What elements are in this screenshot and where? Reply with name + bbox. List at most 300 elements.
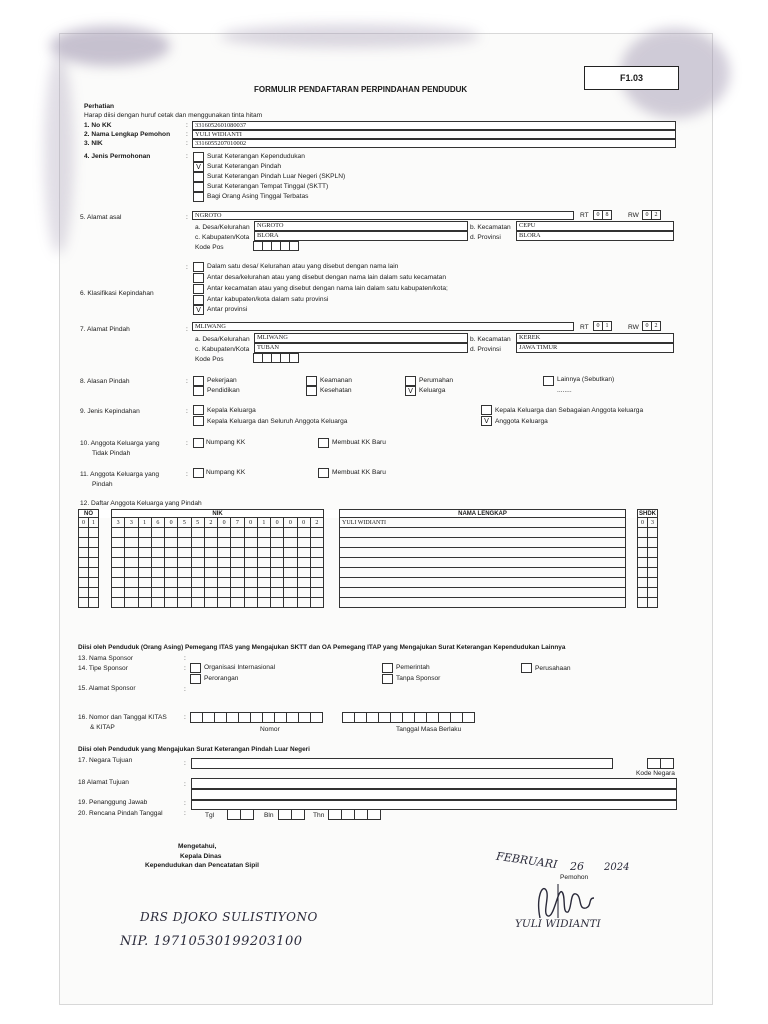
nik-digit-cell[interactable] (257, 598, 270, 608)
shdk-digit-cell[interactable] (638, 568, 648, 578)
members-table (78, 509, 658, 608)
nik-digit-cell[interactable] (218, 558, 231, 568)
nik-digit-cell[interactable] (112, 578, 125, 588)
nik-digit-cell[interactable]: 2 (204, 518, 217, 528)
nik-digit-cell[interactable] (112, 558, 125, 568)
table-row (79, 548, 658, 558)
nik-digit-cell[interactable] (165, 568, 178, 578)
nik-digit-cell[interactable] (257, 578, 270, 588)
alamat-asal-field[interactable] (192, 211, 574, 220)
alamat-sponsor-label: 15. Alamat Sponsor (78, 685, 136, 692)
nik-digit-cell[interactable] (204, 588, 217, 598)
alamat-pindah-label: 7. Alamat Pindah (80, 326, 130, 333)
shdk-digit-cell[interactable] (648, 538, 658, 548)
nik-digit-cell[interactable] (165, 588, 178, 598)
kode-negara-grid[interactable] (648, 758, 674, 769)
no-digit-cell[interactable] (89, 598, 99, 608)
nik-digit-cell[interactable] (165, 548, 178, 558)
rt-digit: 0 (593, 210, 603, 220)
nik-digit-cell[interactable] (178, 568, 191, 578)
kepala-dinas: Kepala Dinas (180, 853, 222, 860)
nik-digit-cell[interactable] (151, 538, 164, 548)
nik-digit-cell[interactable] (112, 598, 125, 608)
nik-digit-cell[interactable] (271, 568, 284, 578)
nama-value: YULI WIDIANTI (195, 131, 242, 138)
nik-digit-cell[interactable]: 6 (151, 518, 164, 528)
shdk-digit-cell[interactable] (638, 538, 648, 548)
nik-digit-cell[interactable]: 3 (125, 518, 138, 528)
nik-digit-cell[interactable] (178, 528, 191, 538)
nik-digit-cell[interactable] (204, 578, 217, 588)
nama-cell[interactable] (340, 558, 626, 568)
jenis-permohonan-label: 4. Jenis Permohonan (84, 153, 151, 160)
nik-digit-cell[interactable]: 5 (178, 518, 191, 528)
shdk-digit-cell[interactable] (648, 568, 658, 578)
nik-digit-cell[interactable] (218, 598, 231, 608)
no-digit-cell[interactable] (89, 578, 99, 588)
nik-digit-cell[interactable] (178, 598, 191, 608)
kepindahan-kk-seluruh-cb[interactable] (193, 416, 204, 426)
nik-digit-cell[interactable] (151, 578, 164, 588)
nik-digit-cell[interactable] (297, 578, 310, 588)
nik-digit-cell[interactable] (244, 558, 257, 568)
nik-digit-cell[interactable] (271, 558, 284, 568)
tidak-pindah-baru: Membuat KK Baru (332, 439, 386, 446)
kec-asal-field[interactable] (516, 221, 674, 231)
nik-digit-cell[interactable] (125, 538, 138, 548)
kec-pindah-field[interactable] (516, 333, 674, 343)
nik-digit-cell[interactable] (138, 578, 151, 588)
nik-digit-cell[interactable] (284, 598, 297, 608)
penanggung-field[interactable] (191, 800, 677, 810)
shdk-digit-cell[interactable] (638, 578, 648, 588)
nik-digit-cell[interactable] (112, 548, 125, 558)
desa-label: a. Desa/Kelurahan (195, 224, 250, 231)
nik-digit-cell[interactable] (218, 528, 231, 538)
nik-digit-cell[interactable] (151, 588, 164, 598)
nik-digit-cell[interactable]: 0 (165, 518, 178, 528)
kepindahan-anggota-cb[interactable]: V (481, 416, 492, 426)
nik-digit-cell[interactable] (244, 588, 257, 598)
alasan-kesehatan-cb[interactable] (306, 386, 317, 396)
nama-cell[interactable] (340, 598, 626, 608)
rt-pindah-grid[interactable] (594, 321, 612, 331)
nik-digit-cell[interactable] (125, 558, 138, 568)
shdk-digit-cell[interactable] (638, 548, 648, 558)
nama-cell[interactable] (340, 538, 626, 548)
nik-digit-cell[interactable] (310, 598, 323, 608)
shdk-digit-cell[interactable] (638, 588, 648, 598)
alasan-pendidikan-cb[interactable] (193, 386, 204, 396)
tidak-pindah-baru-cb[interactable] (318, 438, 329, 448)
nik-digit-cell[interactable] (218, 568, 231, 578)
nik-digit-cell[interactable] (191, 598, 204, 608)
nik-digit-cell[interactable] (218, 578, 231, 588)
colon: : (186, 326, 188, 333)
kepindahan-kk-sebagian-cb[interactable] (481, 405, 492, 415)
nik-digit-cell[interactable] (231, 558, 244, 568)
nik-digit-cell[interactable] (244, 548, 257, 558)
nik-digit-cell[interactable] (204, 528, 217, 538)
nik-digit-cell[interactable] (231, 548, 244, 558)
no-digit-cell[interactable] (89, 548, 99, 558)
prov-asal-field[interactable] (516, 231, 674, 241)
nik-field[interactable] (192, 139, 676, 148)
kitas-tanggal-grid[interactable] (343, 712, 475, 723)
kitas-nomor-grid[interactable] (191, 712, 323, 723)
rw-asal-grid[interactable] (643, 210, 661, 220)
shdk-digit-cell[interactable] (648, 548, 658, 558)
alasan-keluarga-cb[interactable]: V (405, 386, 416, 396)
jenis-cb-0[interactable] (193, 152, 204, 162)
shdk-digit-cell[interactable]: 3 (648, 518, 658, 528)
klas-cb-3[interactable] (193, 295, 204, 305)
gap (324, 578, 340, 588)
no-digit-cell[interactable] (79, 598, 89, 608)
alasan-perumahan-cb[interactable] (405, 376, 416, 386)
nik-digit-cell[interactable] (191, 568, 204, 578)
digit-cell[interactable] (462, 712, 475, 723)
nik-digit-cell[interactable] (138, 528, 151, 538)
nik-digit-cell[interactable]: 0 (271, 518, 284, 528)
date-day: 26 (570, 860, 584, 873)
kodepos-asal-grid[interactable] (254, 241, 299, 251)
nik-digit-cell[interactable] (284, 588, 297, 598)
nik-digit-cell[interactable] (165, 578, 178, 588)
jenis-cb-4[interactable] (193, 192, 204, 202)
shdk-digit-cell[interactable] (648, 528, 658, 538)
nik-digit-cell[interactable] (191, 548, 204, 558)
pindah-baru-cb[interactable] (318, 468, 329, 478)
shdk-digit-cell[interactable]: 0 (638, 518, 648, 528)
nik-digit-cell[interactable] (244, 538, 257, 548)
date-year: 2024 (604, 862, 630, 873)
kodepos-pindah-grid[interactable] (254, 353, 299, 363)
nik-digit-cell[interactable] (165, 598, 178, 608)
rt-asal-grid[interactable] (594, 210, 612, 220)
nik-digit-cell[interactable] (191, 588, 204, 598)
nik-digit-cell[interactable] (125, 528, 138, 538)
jenis-opt-1: Surat Keterangan Pindah (207, 163, 282, 170)
nik-digit-cell[interactable] (257, 538, 270, 548)
tgl-label: Tgl (205, 812, 215, 819)
nik-digit-cell[interactable] (231, 598, 244, 608)
nik-digit-cell[interactable] (310, 578, 323, 588)
nik-digit-cell[interactable] (138, 538, 151, 548)
nik-digit-cell[interactable] (178, 558, 191, 568)
kab-asal-field[interactable] (254, 231, 468, 241)
negara-field[interactable] (191, 758, 613, 769)
nik-digit-cell[interactable] (204, 568, 217, 578)
nik-digit-cell[interactable] (244, 528, 257, 538)
gap (324, 548, 340, 558)
nik-digit-cell[interactable]: 7 (231, 518, 244, 528)
shdk-digit-cell[interactable] (648, 558, 658, 568)
nik-digit-cell[interactable] (178, 588, 191, 598)
no-digit-cell[interactable] (79, 588, 89, 598)
rw-digit: 0 (642, 210, 652, 220)
nama-field[interactable] (192, 130, 676, 139)
nik-digit-cell[interactable] (284, 548, 297, 558)
table-row (79, 558, 658, 568)
nik-digit-cell[interactable] (257, 528, 270, 538)
nik-digit-cell[interactable] (297, 598, 310, 608)
nik-digit-cell[interactable] (125, 568, 138, 578)
colon: : (186, 471, 188, 478)
alamat-tujuan-field[interactable] (191, 778, 677, 789)
no-digit-cell[interactable] (89, 568, 99, 578)
colon: : (184, 655, 186, 662)
nik-digit-cell[interactable] (125, 548, 138, 558)
no-digit-cell[interactable] (79, 578, 89, 588)
nik-digit-cell[interactable] (257, 588, 270, 598)
sponsor-pemerintah-cb[interactable] (382, 663, 393, 673)
sponsor-tanpa-cb[interactable] (382, 674, 393, 684)
mengetahui: Mengetahui, (178, 843, 217, 850)
table-row (79, 518, 658, 528)
shdk-digit-cell[interactable] (648, 578, 658, 588)
kepindahan-kk-cb[interactable] (193, 405, 204, 415)
nik-digit-cell[interactable] (231, 578, 244, 588)
kab-pindah-field[interactable] (254, 343, 468, 353)
nik-digit-cell[interactable] (310, 548, 323, 558)
nik-digit-cell[interactable]: 0 (244, 518, 257, 528)
kitas-label-2: & KITAP (90, 724, 115, 731)
nik-digit-cell[interactable] (204, 598, 217, 608)
alamat-pindah-field[interactable] (192, 322, 574, 331)
nik-digit-cell[interactable] (218, 588, 231, 598)
thn-grid[interactable] (329, 809, 381, 820)
klas-cb-2[interactable] (193, 284, 204, 294)
nik-digit-cell[interactable] (165, 538, 178, 548)
nik-digit-cell[interactable] (138, 598, 151, 608)
nik-digit-cell[interactable] (297, 558, 310, 568)
nama-cell[interactable] (340, 528, 626, 538)
nik-digit-cell[interactable]: 0 (218, 518, 231, 528)
nama-cell[interactable] (340, 548, 626, 558)
nik-digit-cell[interactable] (244, 598, 257, 608)
desa-label: a. Desa/Kelurahan (195, 336, 250, 343)
nik-digit-cell[interactable] (138, 588, 151, 598)
nik-digit-cell[interactable]: 2 (310, 518, 323, 528)
nik-digit-cell[interactable]: 0 (284, 518, 297, 528)
kec-pindah-value: KEREK (519, 334, 541, 341)
table-row (79, 598, 658, 608)
no-digit-cell[interactable] (89, 588, 99, 598)
nik-digit-cell[interactable] (271, 528, 284, 538)
nik-digit-cell[interactable] (231, 588, 244, 598)
alamat-tujuan-field-2[interactable] (191, 789, 677, 800)
nik-digit-cell[interactable] (112, 588, 125, 598)
no-digit-cell[interactable] (79, 538, 89, 548)
alasan-pekerjaan-cb[interactable] (193, 376, 204, 386)
nik-digit-cell[interactable] (297, 548, 310, 558)
colon: : (186, 131, 188, 138)
nik-digit-cell[interactable] (271, 538, 284, 548)
no-digit-cell[interactable] (79, 568, 89, 578)
nik-digit-cell[interactable] (244, 578, 257, 588)
desa-pindah-field[interactable] (254, 333, 468, 343)
kode-negara-label: Kode Negara (636, 770, 675, 777)
no-digit-cell[interactable]: 0 (79, 518, 89, 528)
form-code-box (584, 66, 679, 90)
jenis-cb-3[interactable] (193, 182, 204, 192)
nik-digit-cell[interactable] (271, 598, 284, 608)
nik-digit-cell[interactable] (151, 568, 164, 578)
nik-digit-cell[interactable] (284, 538, 297, 548)
kec-label: b. Kecamatan (470, 224, 511, 231)
nik-digit-cell[interactable] (218, 548, 231, 558)
no-digit-cell[interactable] (79, 548, 89, 558)
nik-digit-cell[interactable] (257, 558, 270, 568)
nik-digit-cell[interactable] (191, 528, 204, 538)
tgl-grid[interactable] (228, 809, 254, 820)
shdk-digit-cell[interactable] (638, 598, 648, 608)
nik-digit-cell[interactable] (284, 558, 297, 568)
date-month: FEBRUARI (495, 849, 559, 872)
nik-digit-cell[interactable] (112, 538, 125, 548)
nik-digit-cell[interactable] (191, 558, 204, 568)
shdk-digit-cell[interactable] (638, 528, 648, 538)
thn-label: Thn (313, 812, 325, 819)
desa-asal-field[interactable] (254, 221, 468, 231)
nik-digit-cell[interactable] (271, 548, 284, 558)
prov-pindah-field[interactable] (516, 343, 674, 353)
pindah-numpang-cb[interactable] (193, 468, 204, 478)
nik-digit-cell[interactable]: 3 (112, 518, 125, 528)
nik-digit-cell[interactable] (125, 578, 138, 588)
klas-cb-4[interactable]: V (193, 305, 204, 315)
sponsor-org-cb[interactable] (190, 663, 201, 673)
nik-digit-cell[interactable] (218, 538, 231, 548)
jenis-opt-4: Bagi Orang Asing Tinggal Terbatas (207, 193, 309, 200)
nik-digit-cell[interactable] (112, 528, 125, 538)
nik-digit-cell[interactable] (310, 588, 323, 598)
nik-digit-cell[interactable] (257, 548, 270, 558)
nik-digit-cell[interactable] (244, 568, 257, 578)
shdk-digit-cell[interactable] (648, 588, 658, 598)
nik-digit-cell[interactable] (112, 568, 125, 578)
nama-cell[interactable] (340, 568, 626, 578)
rw-pindah-grid[interactable] (643, 321, 661, 331)
nik-digit-cell[interactable] (284, 568, 297, 578)
alamat-pindah-value: MLIWANG (195, 323, 226, 330)
nik-digit-cell[interactable] (271, 578, 284, 588)
klas-opt-1: Antar desa/kelurahan atau yang disebut dengan nama lain dalam satu kecamatan (207, 274, 447, 281)
nik-digit-cell[interactable] (138, 548, 151, 558)
nik-digit-cell[interactable]: 1 (138, 518, 151, 528)
alasan-lainnya-cb[interactable] (543, 376, 554, 386)
no-digit-cell[interactable] (89, 528, 99, 538)
sponsor-perusahaan-cb[interactable] (521, 663, 532, 673)
gap (626, 568, 638, 578)
nik-digit-cell[interactable] (257, 568, 270, 578)
no-digit-cell[interactable] (79, 558, 89, 568)
nik-digit-cell[interactable] (204, 548, 217, 558)
nik-digit-cell[interactable] (310, 528, 323, 538)
no-digit-cell[interactable]: 1 (89, 518, 99, 528)
nik-digit-cell[interactable] (231, 568, 244, 578)
no-kk-field[interactable] (192, 121, 676, 130)
no-digit-cell[interactable] (89, 558, 99, 568)
klas-cb-1[interactable] (193, 273, 204, 283)
shdk-digit-cell[interactable] (648, 598, 658, 608)
nik-digit-cell[interactable] (297, 588, 310, 598)
tidak-pindah-numpang-cb[interactable] (193, 438, 204, 448)
shdk-digit-cell[interactable] (638, 558, 648, 568)
nik-digit-cell[interactable] (297, 528, 310, 538)
nik-digit-cell[interactable] (310, 538, 323, 548)
kec-asal-value: CEPU (519, 222, 536, 229)
nik-digit-cell[interactable] (165, 528, 178, 538)
pindah-label-1: 11. Anggota Keluarga yang (80, 471, 160, 478)
nik-digit-cell[interactable] (178, 578, 191, 588)
nik-digit-cell[interactable]: 5 (191, 518, 204, 528)
nik-digit-cell[interactable] (284, 578, 297, 588)
nik-digit-cell[interactable] (151, 548, 164, 558)
nik-digit-cell[interactable] (284, 528, 297, 538)
nik-digit-cell[interactable] (138, 568, 151, 578)
jenis-kepindahan-label: 9. Jenis Kepindahan (80, 408, 140, 415)
alasan-keamanan-cb[interactable] (306, 376, 317, 386)
nik-digit-cell[interactable] (125, 588, 138, 598)
nik-digit-cell[interactable] (297, 538, 310, 548)
sponsor-perorangan-cb[interactable] (190, 674, 201, 684)
jenis-cb-1[interactable]: V (193, 162, 204, 172)
rt-digit: 1 (602, 321, 612, 331)
colon: : (184, 800, 186, 807)
nik-digit-cell[interactable] (151, 528, 164, 538)
no-digit-cell[interactable] (89, 538, 99, 548)
nik-digit-cell[interactable] (204, 538, 217, 548)
jenis-cb-2[interactable] (193, 172, 204, 182)
nik-digit-cell[interactable] (271, 588, 284, 598)
nik-digit-cell[interactable] (231, 538, 244, 548)
nik-digit-cell[interactable] (151, 558, 164, 568)
no-digit-cell[interactable] (79, 528, 89, 538)
colon: : (184, 686, 186, 693)
nik-digit-cell[interactable]: 0 (297, 518, 310, 528)
nama-cell[interactable]: YULI WIDIANTI (340, 518, 626, 528)
prov-asal-value: BLORA (519, 232, 541, 239)
alamat-asal-value: NGROTO (195, 212, 222, 219)
klas-cb-0[interactable] (193, 262, 204, 272)
sponsor-label: 13. Nama Sponsor (78, 655, 133, 662)
nik-digit-cell[interactable] (231, 528, 244, 538)
gap (324, 588, 340, 598)
nik-digit-cell[interactable] (310, 558, 323, 568)
digit-cell[interactable] (310, 712, 323, 723)
prov-label: d. Provinsi (470, 234, 501, 241)
nama-cell[interactable] (340, 578, 626, 588)
nik-digit-cell[interactable] (310, 568, 323, 578)
nik-digit-cell[interactable] (297, 568, 310, 578)
bln-grid[interactable] (279, 809, 305, 820)
nama-cell[interactable] (340, 588, 626, 598)
nik-digit-cell[interactable]: 1 (257, 518, 270, 528)
nik-digit-cell[interactable] (151, 598, 164, 608)
nik-digit-cell[interactable] (191, 578, 204, 588)
nik-digit-cell[interactable] (165, 558, 178, 568)
nik-digit-cell[interactable] (125, 598, 138, 608)
nik-digit-cell[interactable] (138, 558, 151, 568)
nik-digit-cell[interactable] (178, 548, 191, 558)
asing-heading: Diisi oleh Penduduk (Orang Asing) Pemegang ITAS yang Mengajukan SKTT dan OA Pemegang ITAP yang Mengajukan Surat Keterangan Kependudukan Lainnya (78, 644, 566, 651)
alamat-asal-label: 5. Alamat asal (80, 214, 122, 221)
nik-digit-cell[interactable] (178, 538, 191, 548)
nik-digit-cell[interactable] (191, 538, 204, 548)
nik-digit-cell[interactable] (204, 558, 217, 568)
